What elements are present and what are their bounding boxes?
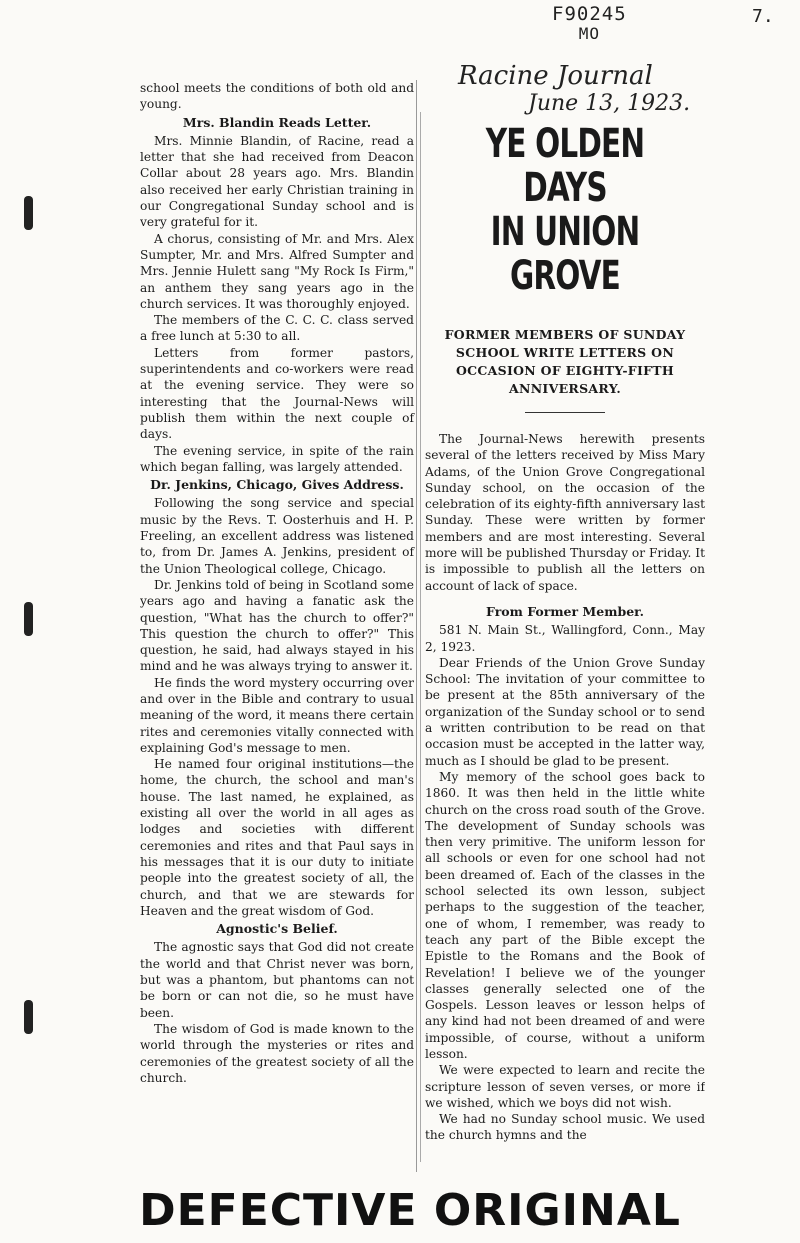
- paragraph: Letters from former pastors, superintendents and co-workers were read at the evening service. They were so interesting that the Journal-News will publish them within the next couple of days.: [140, 345, 414, 442]
- defective-original-banner: DEFECTIVE ORIGINAL: [139, 1185, 681, 1236]
- paragraph: A chorus, consisting of Mr. and Mrs. Alex Sumpter, Mr. and Mrs. Alfred Sumpter and Mrs. Jennie Hulett sang "My Rock Is Firm," an anthem they sang years ago in the church services. It was thoroughly enjoyed.: [140, 231, 414, 311]
- binder-hole-mark: [24, 602, 33, 636]
- subheading: Dr. Jenkins, Chicago, Gives Address.: [150, 477, 404, 493]
- subheading: Agnostic's Belief.: [216, 921, 338, 937]
- paragraph: We had no Sunday school music. We used the church hymns and the: [425, 1112, 705, 1143]
- paragraph: school meets the conditions of both old and young.: [140, 81, 414, 112]
- paragraph: We were expected to learn and recite the scripture lesson of seven verses, or more if we wished, which we boys did not wish.: [425, 1063, 705, 1110]
- paragraph: My memory of the school goes back to 1860. It was then held in the little white church on the cross road south of the Grove. The development of Sunday schools was then very primitive. The uniform lesson for all schools or even for one school had not been dreamed of. Each of the classes in the school selected its own lesson, subject perhaps to the suggestion of the teacher, one of whom, I remember, was ready to teach any part of the Bible except the Epistle to the Romans and the Book of Revelation! I believe we of the younger classes generally selected one of the Gospels. Lesson leaves or lesson helps of any kind had not been dreamed of and were impossible, of course, without a uniform lesson.: [425, 769, 705, 1061]
- headline: [450, 122, 680, 298]
- divider: [525, 412, 605, 413]
- page-mark: 7.: [752, 6, 774, 27]
- archive-code-line1: F90245: [552, 3, 627, 25]
- paragraph: He finds the word mystery occurring over and over in the Bible and contrary to usual meaning of the word, it means there certain rites and ceremonies vitally connected with explaining God's message to men.: [140, 675, 414, 755]
- binder-hole-mark: [24, 1000, 33, 1034]
- paragraph: Mrs. Minnie Blandin, of Racine, read a letter that she had received from Deacon Collar about 28 years ago. Mrs. Blandin also received her early Christian training in our Congregational Sunday school and is very grateful for it.: [140, 133, 414, 230]
- article-left-column: [140, 80, 417, 1172]
- paragraph: 581 N. Main St., Wallingford, Conn., May 2, 1923.: [425, 623, 705, 654]
- headline-line2: IN UNION GROVE: [490, 209, 640, 299]
- handwritten-date: June 13, 1923.: [528, 91, 691, 116]
- paragraph: Dr. Jenkins told of being in Scotland some years ago and having a fanatic ask the question, "What has the church to offer?" This question the church to offer?" This question, he said, had always stayed in his mind and he was always trying to answer it.: [140, 577, 414, 674]
- paragraph: The members of the C. C. C. class served a free lunch at 5:30 to all.: [140, 313, 414, 344]
- paragraph: He named four original institutions—the home, the church, the school and man's house. The last named, he explained, as existing all over the world in all ages as lodges and societies with different ceremonies and rites and that Paul says in his messages that it is our duty to initiate people into the greatest society of all, the church, and that we are stewards for Heaven and the great wisdom of God.: [140, 757, 414, 918]
- paragraph: Following the song service and special music by the Revs. T. Oosterhuis and H. P. Freeling, an excellent address was listened to, from Dr. James A. Jenkins, president of the Union Theological college, Chicago.: [140, 496, 414, 576]
- subheadline-deck: FORMER MEMBERS OF SUNDAY SCHOOL WRITE LETTERS ON OCCASION OF EIGHTY-FIFTH ANNIVERSARY.: [444, 327, 686, 396]
- archive-code-annotation: [552, 4, 627, 44]
- archive-code-line2: MO: [578, 24, 600, 43]
- paragraph: Dear Friends of the Union Grove Sunday School: The invitation of your committee to be present at the 85th anniversary of the organization of the Sunday school or to send a written contribution to be read on that occasion must be accepted in the latter way, much as I should be glad to be present.: [425, 655, 705, 768]
- headline-line1: YE OLDEN DAYS: [485, 121, 645, 211]
- subheading: Mrs. Blandin Reads Letter.: [182, 114, 372, 130]
- subheading: From Former Member.: [486, 603, 644, 619]
- paragraph: The evening service, in spite of the rain which began falling, was largely attended.: [140, 443, 414, 474]
- binder-hole-mark: [24, 196, 33, 230]
- paragraph: The wisdom of God is made known to the world through the mysteries or rites and ceremonies of the greatest society of all the church.: [140, 1021, 414, 1085]
- handwritten-source-annotation: [458, 62, 728, 118]
- article-right-column: [420, 112, 705, 1162]
- handwritten-publication: Racine Journal: [458, 61, 653, 91]
- paragraph: The Journal-News herewith presents several of the letters received by Miss Mary Adams, of the Union Grove Congregational Sunday school, on the occasion of the celebration of its eighty-fifth anniversary last Sunday. These were written by former members and are most interesting. Several more will be published Thursday or Friday. It is impossible to publish all the letters on account of lack of space.: [425, 432, 705, 593]
- paragraph: The agnostic says that God did not create the world and that Christ never was born, but was a phantom, but phantoms can not be born or can not die, so he must have been.: [140, 940, 414, 1020]
